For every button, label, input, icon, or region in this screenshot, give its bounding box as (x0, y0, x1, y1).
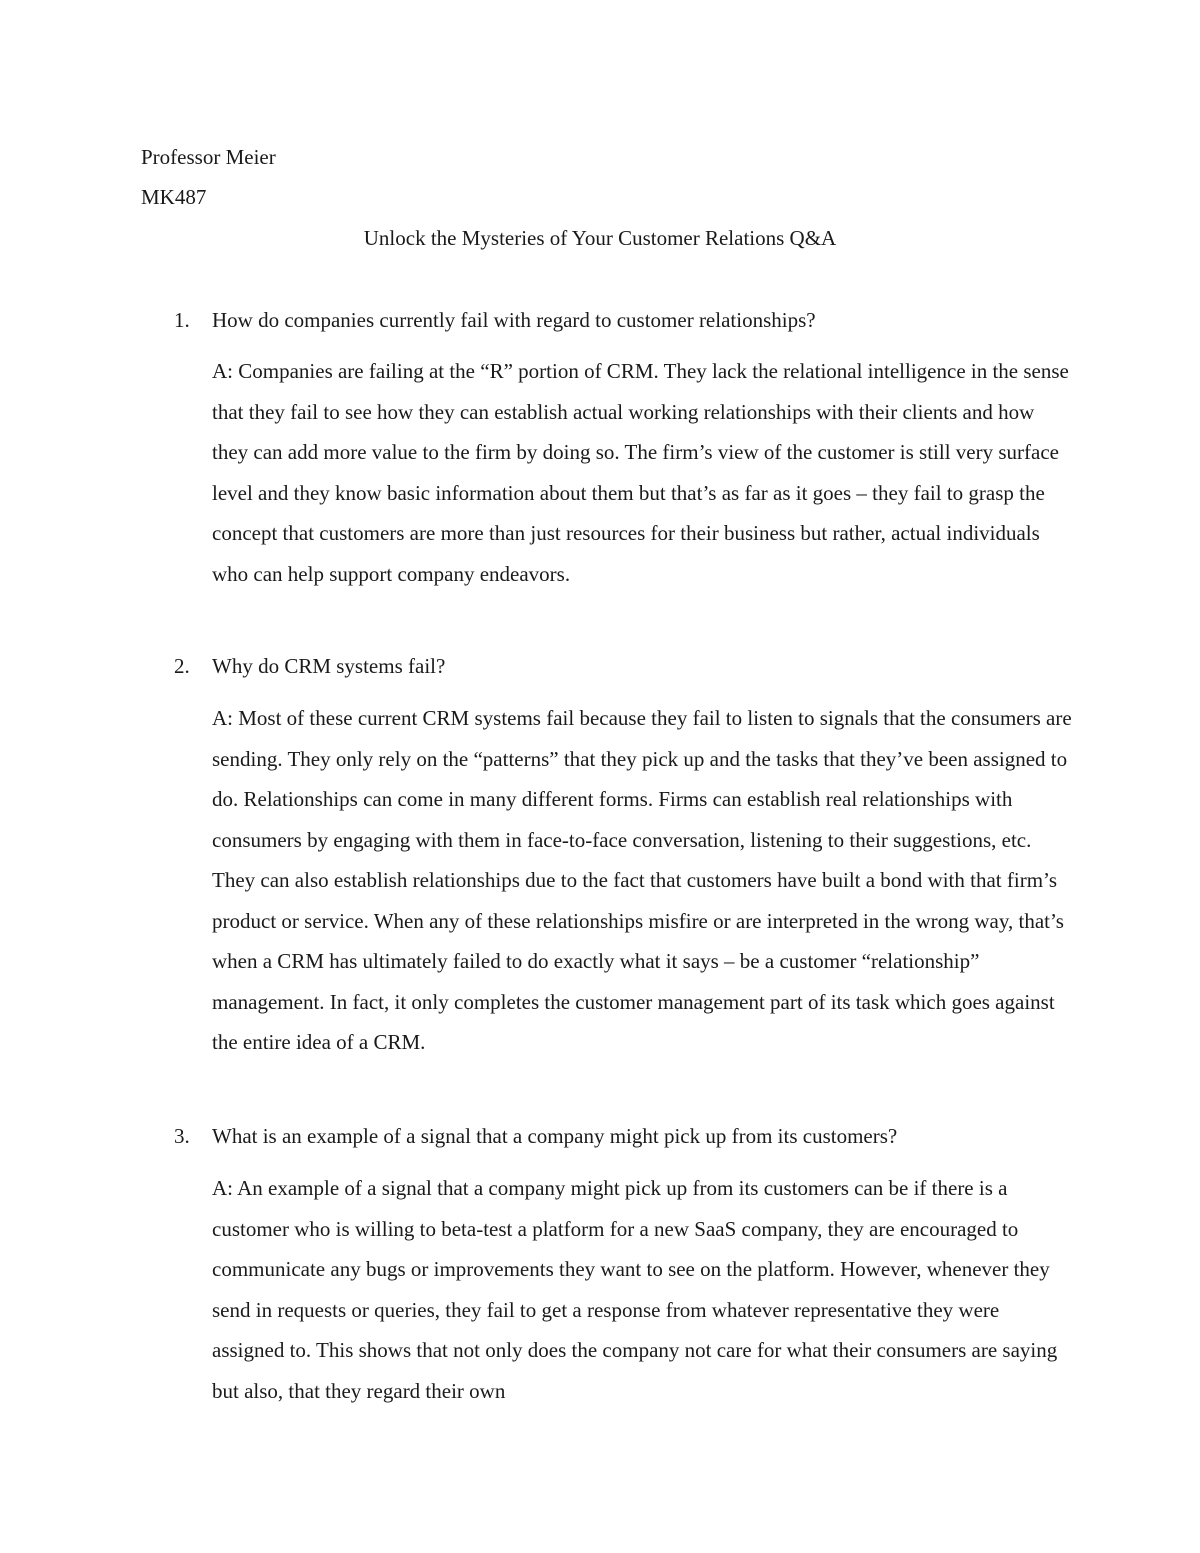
question-number: 1. (174, 308, 190, 332)
question-text: Why do CRM systems fail? (212, 654, 446, 678)
answer-1: A: Companies are failing at the “R” portion of CRM. They lack the relational intelligence in the sense that they fail to see how they can establish actual working relationships with their clients and how they can add more value to the firm by doing so. The firm’s view of the customer is still very surface level and they know basic information about them but that’s as far as it goes – they fail to grasp the concept that customers are more than just resources for their business but rather, actual individuals who can help support company endeavors. (212, 359, 1069, 586)
course-code: MK487 (141, 185, 207, 209)
question-number: 2. (174, 654, 190, 678)
answer-3: A: An example of a signal that a company might pick up from its customers can be if there is a customer who is willing to beta-test a platform for a new SaaS company, they are encouraged to communicate any bugs or improvements they want to see on the platform. However, whenever they send in requests or queries, they fail to get a response from whatever representative they were assigned to. This shows that not only does the company not care for what their consumers are saying but also, that they regard their own (212, 1176, 1058, 1403)
answer-2: A: Most of these current CRM systems fail because they fail to listen to signals that the consumers are sending. They only rely on the “patterns” that they pick up and the tasks that they’ve been assigned to do. Relationships can come in many different forms. Firms can establish real relationships with consumers by engaging with them in face-to-face conversation, listening to their suggestions, etc. They can also establish relationships due to the fact that customers have built a bond with that firm’s product or service. When any of these relationships misfire or are interpreted in the wrong way, that’s when a CRM has ultimately failed to do exactly what it says – be a customer “relationship” management. In fact, it only completes the customer management part of its task which goes against the entire idea of a CRM. (212, 706, 1072, 1054)
document-title: Unlock the Mysteries of Your Customer Relations Q&A (363, 226, 837, 250)
professor-name: Professor Meier (141, 145, 276, 169)
question-text: How do companies currently fail with regard to customer relationships? (212, 308, 816, 332)
question-number: 3. (174, 1124, 190, 1148)
question-text: What is an example of a signal that a company might pick up from its customers? (212, 1124, 898, 1148)
